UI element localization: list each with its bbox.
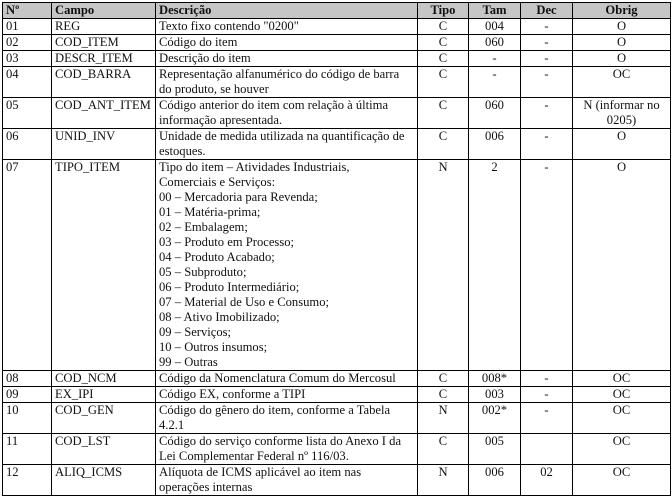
cell-descricao-line: 05 – Subproduto; bbox=[159, 265, 247, 279]
cell-tam: 006 bbox=[469, 465, 521, 496]
table-header-row bbox=[3, 3, 671, 19]
cell-campo: COD_LST bbox=[52, 434, 156, 465]
cell-num: 05 bbox=[3, 98, 52, 129]
cell-descricao bbox=[156, 98, 418, 129]
header-dec: Dec bbox=[521, 3, 573, 19]
cell-num: 01 bbox=[3, 19, 52, 35]
cell-obrig bbox=[573, 387, 671, 403]
cell-tam: 002* bbox=[469, 403, 521, 434]
header-num: Nº bbox=[3, 3, 52, 19]
header-obrig: Obrig bbox=[573, 3, 671, 19]
cell-descricao-line: Lei Complementar Federal nº 116/03. bbox=[159, 449, 349, 463]
cell-descricao-line: 99 – Outras bbox=[159, 355, 218, 369]
cell-tipo: C bbox=[418, 67, 469, 98]
cell-descricao-line: Unidade de medida utilizada na quantificação de bbox=[159, 129, 405, 143]
cell-obrig-line: OC bbox=[612, 434, 631, 448]
cell-campo: TIPO_ITEM bbox=[52, 160, 156, 371]
cell-tam: 003 bbox=[469, 387, 521, 403]
table-row bbox=[3, 19, 671, 35]
cell-dec: - bbox=[521, 403, 573, 434]
cell-descricao-line: do produto, se houver bbox=[159, 82, 269, 96]
cell-campo: EX_IPI bbox=[52, 387, 156, 403]
table-row bbox=[3, 160, 671, 371]
cell-descricao bbox=[156, 19, 418, 35]
cell-obrig-line: OC bbox=[612, 67, 631, 81]
cell-tipo: C bbox=[418, 98, 469, 129]
cell-dec: - bbox=[521, 129, 573, 160]
header-descricao: Descrição bbox=[156, 3, 418, 19]
cell-descricao-line: 03 – Produto em Processo; bbox=[159, 235, 295, 249]
cell-obrig bbox=[573, 371, 671, 387]
cell-tam: 005 bbox=[469, 434, 521, 465]
cell-descricao-line: Código do item bbox=[159, 35, 238, 49]
cell-campo: DESCR_ITEM bbox=[52, 51, 156, 67]
table-body bbox=[3, 19, 671, 496]
cell-descricao bbox=[156, 35, 418, 51]
header-campo: Campo bbox=[52, 3, 156, 19]
cell-descricao-line: Tipo do item – Atividades Industriais, bbox=[159, 160, 350, 174]
cell-campo: COD_ANT_ITEM bbox=[52, 98, 156, 129]
table-row bbox=[3, 371, 671, 387]
table-row bbox=[3, 465, 671, 496]
cell-tam: - bbox=[469, 67, 521, 98]
cell-dec bbox=[521, 434, 573, 465]
cell-num: 11 bbox=[3, 434, 52, 465]
cell-descricao bbox=[156, 465, 418, 496]
cell-tipo: N bbox=[418, 403, 469, 434]
cell-num: 03 bbox=[3, 51, 52, 67]
cell-obrig-line: OC bbox=[612, 465, 631, 479]
cell-tam: 2 bbox=[469, 160, 521, 371]
cell-obrig bbox=[573, 403, 671, 434]
cell-tipo: C bbox=[418, 51, 469, 67]
cell-descricao-line: Código EX, conforme a TIPI bbox=[159, 387, 306, 401]
cell-descricao bbox=[156, 403, 418, 434]
cell-dec: - bbox=[521, 98, 573, 129]
cell-descricao-line: Comerciais e Serviços: bbox=[159, 175, 276, 189]
cell-descricao-line: 07 – Material de Uso e Consumo; bbox=[159, 295, 329, 309]
cell-descricao-line: 01 – Matéria-prima; bbox=[159, 205, 261, 219]
cell-descricao bbox=[156, 51, 418, 67]
cell-obrig bbox=[573, 465, 671, 496]
cell-campo: COD_BARRA bbox=[52, 67, 156, 98]
cell-obrig bbox=[573, 98, 671, 129]
cell-obrig bbox=[573, 160, 671, 371]
cell-descricao-line: Código do gênero do item, conforme a Tabela bbox=[159, 403, 391, 417]
cell-dec: - bbox=[521, 35, 573, 51]
cell-num: 04 bbox=[3, 67, 52, 98]
cell-obrig bbox=[573, 51, 671, 67]
cell-dec: - bbox=[521, 371, 573, 387]
cell-tipo: C bbox=[418, 387, 469, 403]
cell-tipo: C bbox=[418, 434, 469, 465]
cell-obrig bbox=[573, 67, 671, 98]
cell-descricao-line: operações internas bbox=[159, 480, 253, 494]
cell-descricao-line: 00 – Mercadoria para Revenda; bbox=[159, 190, 318, 204]
cell-descricao-line: 06 – Produto Intermediário; bbox=[159, 280, 300, 294]
cell-tam: 006 bbox=[469, 129, 521, 160]
cell-obrig-line: OC bbox=[612, 387, 631, 401]
cell-descricao bbox=[156, 160, 418, 371]
cell-num: 09 bbox=[3, 387, 52, 403]
table-row bbox=[3, 98, 671, 129]
cell-descricao-line: 04 – Produto Acabado; bbox=[159, 250, 275, 264]
field-table bbox=[2, 2, 671, 496]
cell-descricao-line: Texto fixo contendo "0200" bbox=[159, 19, 299, 33]
cell-descricao-line: 08 – Ativo Imobilizado; bbox=[159, 310, 280, 324]
cell-tipo: N bbox=[418, 160, 469, 371]
cell-tipo: C bbox=[418, 371, 469, 387]
cell-obrig-line: 0205) bbox=[606, 113, 637, 127]
table-row bbox=[3, 387, 671, 403]
cell-campo: COD_NCM bbox=[52, 371, 156, 387]
cell-num: 06 bbox=[3, 129, 52, 160]
table-row bbox=[3, 129, 671, 160]
cell-tipo: C bbox=[418, 129, 469, 160]
cell-descricao-line: 10 – Outros insumos; bbox=[159, 340, 268, 354]
cell-tam: 008* bbox=[469, 371, 521, 387]
cell-tam: 060 bbox=[469, 35, 521, 51]
cell-descricao bbox=[156, 434, 418, 465]
cell-tam: 060 bbox=[469, 98, 521, 129]
cell-dec: - bbox=[521, 19, 573, 35]
cell-obrig bbox=[573, 19, 671, 35]
cell-num: 02 bbox=[3, 35, 52, 51]
cell-campo: UNID_INV bbox=[52, 129, 156, 160]
cell-descricao-line: 02 – Embalagem; bbox=[159, 220, 248, 234]
cell-num: 10 bbox=[3, 403, 52, 434]
cell-descricao bbox=[156, 129, 418, 160]
cell-campo: COD_ITEM bbox=[52, 35, 156, 51]
cell-num: 07 bbox=[3, 160, 52, 371]
cell-num: 08 bbox=[3, 371, 52, 387]
cell-obrig-line: O bbox=[616, 160, 627, 174]
cell-obrig bbox=[573, 129, 671, 160]
cell-campo: ALIQ_ICMS bbox=[52, 465, 156, 496]
cell-descricao-line: informação apresentada. bbox=[159, 113, 283, 127]
table-row bbox=[3, 67, 671, 98]
table-row bbox=[3, 51, 671, 67]
cell-obrig bbox=[573, 434, 671, 465]
cell-num: 12 bbox=[3, 465, 52, 496]
cell-obrig-line: O bbox=[616, 19, 627, 33]
cell-obrig-line: O bbox=[616, 51, 627, 65]
cell-descricao-line: Descrição do item bbox=[159, 51, 251, 65]
cell-dec: - bbox=[521, 160, 573, 371]
cell-obrig-line: O bbox=[616, 35, 627, 49]
cell-tipo: C bbox=[418, 35, 469, 51]
cell-descricao-line: Código da Nomenclatura Comum do Mercosul bbox=[159, 371, 396, 385]
cell-descricao-line: Código anterior do item com relação à última bbox=[159, 98, 389, 112]
cell-descricao-line: estoques. bbox=[159, 144, 206, 158]
cell-obrig-line: O bbox=[616, 129, 627, 143]
cell-descricao-line: Código do serviço conforme lista do Anexo I da bbox=[159, 434, 402, 448]
header-tam: Tam bbox=[469, 3, 521, 19]
cell-dec: - bbox=[521, 387, 573, 403]
header-tipo: Tipo bbox=[418, 3, 469, 19]
cell-campo: REG bbox=[52, 19, 156, 35]
table-row bbox=[3, 35, 671, 51]
cell-descricao bbox=[156, 371, 418, 387]
cell-obrig-line: OC bbox=[612, 403, 631, 417]
cell-obrig-line: OC bbox=[612, 371, 631, 385]
cell-descricao bbox=[156, 387, 418, 403]
cell-descricao-line: Representação alfanumérico do código de barra bbox=[159, 67, 400, 81]
cell-descricao bbox=[156, 67, 418, 98]
cell-dec: - bbox=[521, 51, 573, 67]
table-row bbox=[3, 434, 671, 465]
cell-tam: - bbox=[469, 51, 521, 67]
cell-obrig-line: N (informar no bbox=[583, 98, 660, 112]
cell-dec: 02 bbox=[521, 465, 573, 496]
cell-campo: COD_GEN bbox=[52, 403, 156, 434]
cell-descricao-line: 4.2.1 bbox=[159, 418, 185, 432]
table-row bbox=[3, 403, 671, 434]
cell-tam: 004 bbox=[469, 19, 521, 35]
cell-descricao-line: 09 – Serviços; bbox=[159, 325, 232, 339]
cell-tipo: C bbox=[418, 19, 469, 35]
cell-dec: - bbox=[521, 67, 573, 98]
cell-obrig bbox=[573, 35, 671, 51]
cell-tipo: N bbox=[418, 465, 469, 496]
cell-descricao-line: Alíquota de ICMS aplicável ao item nas bbox=[159, 465, 362, 479]
